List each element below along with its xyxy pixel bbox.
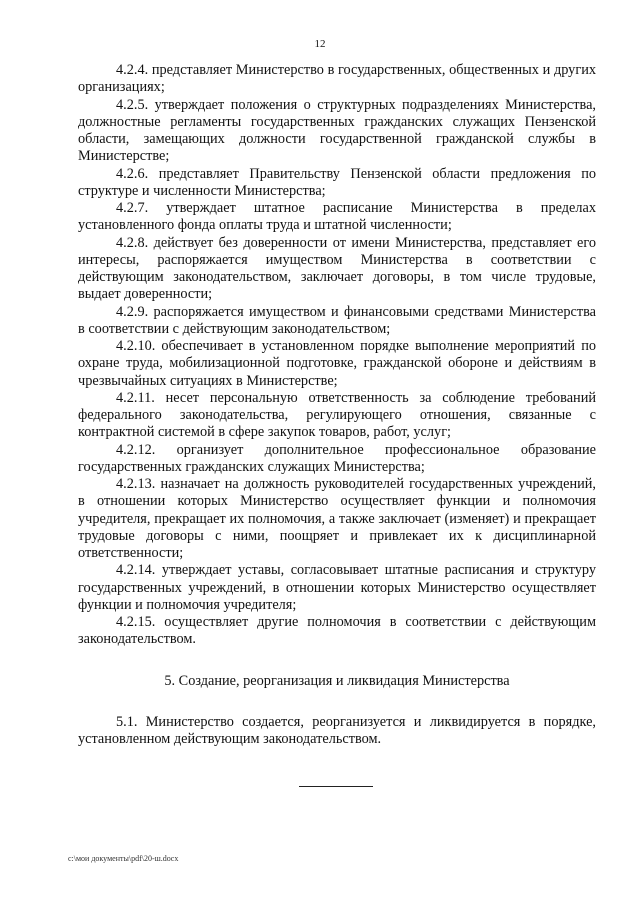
section-heading: 5. Создание, реорганизация и ликвидация Министерства bbox=[164, 672, 510, 689]
end-divider bbox=[299, 786, 373, 787]
paragraph-4-2-8: 4.2.8. действует без доверенности от имени Министерства, представляет его интересы, распоряжается имуществом Министерства в соответствии с действующим законодательством, заключает договоры, в том числе трудовые, выдает доверенности; bbox=[78, 234, 596, 303]
paragraph-4-2-6: 4.2.6. представляет Правительству Пензенской области предложения по структуре и численности Министерства; bbox=[78, 165, 596, 199]
paragraph-4-2-11: 4.2.11. несет персональную ответственность за соблюдение требований федерального законодательства, регулирующего отношения, связанные с контрактной системой в сфере закупок товаров, работ, услуг; bbox=[78, 389, 596, 441]
paragraph-4-2-4: 4.2.4. представляет Министерство в государственных, общественных и других организациях; bbox=[78, 62, 596, 96]
paragraph-4-2-5: 4.2.5. утверждает положения о структурных подразделениях Министерства, должностные регламенты государственных гражданских служащих Пензенской области, замещающих должности государственной гражданской службы в Министерстве; bbox=[78, 96, 596, 165]
footer-file-path: c:\мои документы\pdf\20-ш.docx bbox=[68, 854, 179, 863]
page-number: 12 bbox=[314, 38, 326, 50]
paragraph-4-2-12: 4.2.12. организует дополнительное профессиональное образование государственных гражданских служащих Министерства; bbox=[78, 441, 596, 475]
paragraph-4-2-13: 4.2.13. назначает на должность руководителей государственных учреждений, в отношении которых Министерство осуществляет функции и полномочия учредителя, прекращает их полномочия, а также заключает (изменяет) и прекращает трудовые договоры с ними, поощряет и привлекает их к дисциплинарной ответственности; bbox=[78, 476, 596, 561]
paragraph-4-2-7: 4.2.7. утверждает штатное расписание Министерства в пределах установленного фонда оплаты труда и штатной численности; bbox=[78, 200, 596, 234]
paragraph-5-1: 5.1. Министерство создается, реорганизуется и ликвидируется в порядке, установленном действующим законодательством. bbox=[78, 713, 596, 747]
paragraph-4-2-15: 4.2.15. осуществляет другие полномочия в соответствии с действующим законодательством. bbox=[78, 614, 596, 648]
paragraph-4-2-14: 4.2.14. утверждает уставы, согласовывает штатные расписания и структуру государственных учреждений, в отношении которых Министерство осуществляет функции и полномочия учредителя; bbox=[78, 562, 596, 613]
document-body bbox=[78, 62, 596, 748]
paragraph-4-2-10: 4.2.10. обеспечивает в установленном порядке выполнение мероприятий по охране труда, мобилизационной подготовке, гражданской обороне и действиям в чрезвычайных ситуациях в Министерстве; bbox=[78, 338, 596, 389]
paragraph-4-2-9: 4.2.9. распоряжается имуществом и финансовыми средствами Министерства в соответствии с действующим законодательством; bbox=[78, 303, 596, 337]
